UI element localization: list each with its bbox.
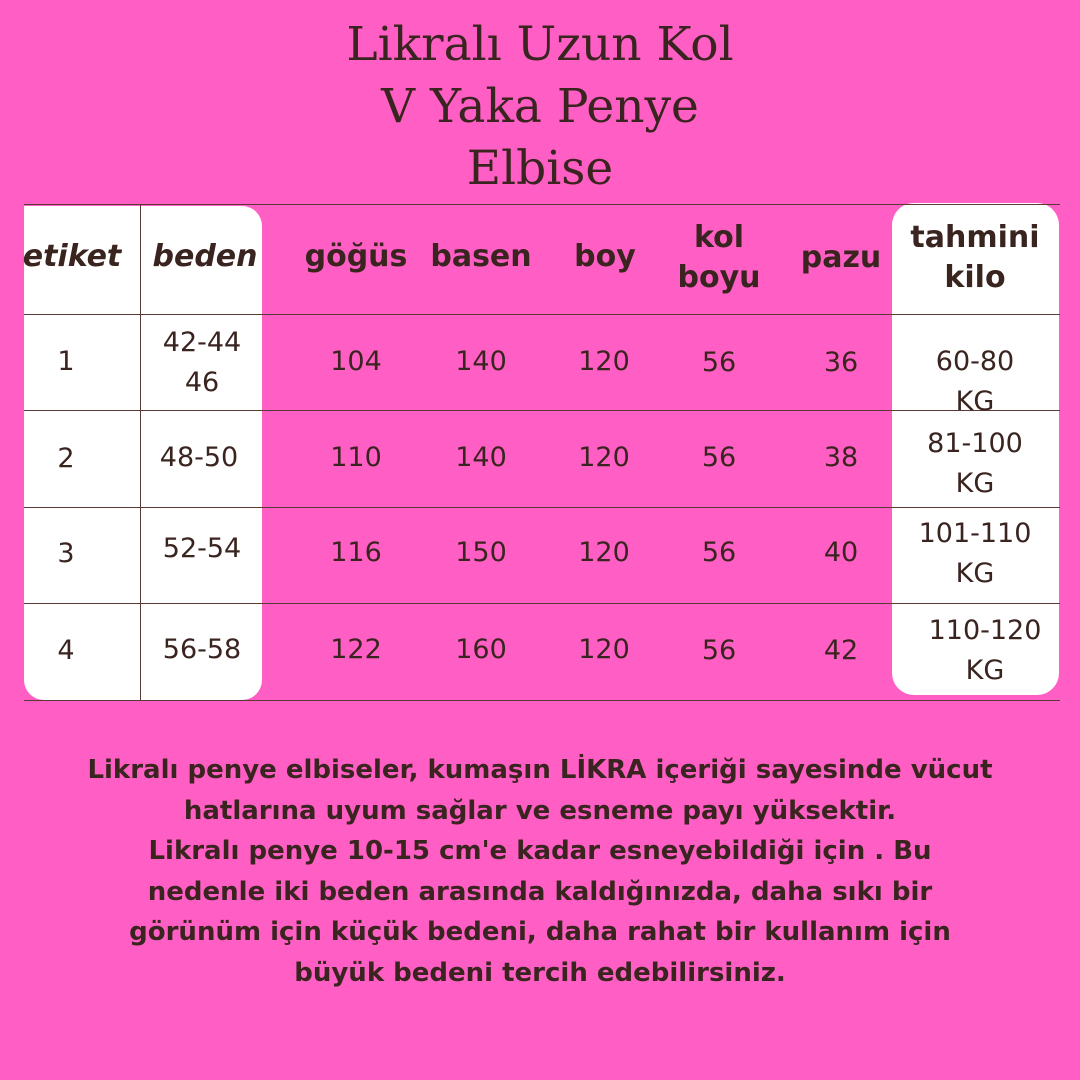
description-text xyxy=(0,750,1080,993)
header-kol-boyu-line: kol xyxy=(693,220,745,255)
header-gogus: göğüs xyxy=(304,239,408,274)
header-tahmini-kilo xyxy=(900,218,1050,298)
cell-kilo-line: KG xyxy=(955,558,995,589)
cell-kilo-line: KG xyxy=(955,468,995,499)
cell-kilo-line: KG xyxy=(955,386,995,417)
table-line xyxy=(24,507,1060,508)
header-kol-boyu-line: boyu xyxy=(677,260,761,295)
cell-basen: 160 xyxy=(455,634,507,665)
cell-gogus: 116 xyxy=(330,537,382,568)
table-line xyxy=(24,204,1060,205)
cell-beden xyxy=(142,529,262,569)
cell-beden-line: 48-50 xyxy=(159,442,239,473)
cell-kilo xyxy=(900,424,1050,504)
header-beden: beden xyxy=(152,239,258,274)
title-line: V Yaka Penye xyxy=(381,79,699,134)
cell-beden xyxy=(142,323,262,403)
cell-pazu: 36 xyxy=(823,347,859,378)
cell-kilo xyxy=(900,514,1050,594)
cell-boy: 120 xyxy=(578,537,630,568)
title-line: Likralı Uzun Kol xyxy=(346,17,734,72)
description-line: görünüm için küçük bedeni, daha rahat bir kullanım için xyxy=(129,917,951,947)
header-etiket: etiket xyxy=(22,239,122,274)
cell-kol-boyu: 56 xyxy=(701,537,737,568)
cell-kilo-line: 60-80 xyxy=(935,346,1015,377)
cell-kilo-line: 110-120 xyxy=(928,615,1042,646)
cell-etiket: 2 xyxy=(57,443,75,474)
title-line: Elbise xyxy=(466,141,614,196)
table-line xyxy=(24,603,1060,604)
cell-pazu: 40 xyxy=(823,537,859,568)
cell-basen: 140 xyxy=(455,442,507,473)
cell-beden xyxy=(142,630,262,670)
cell-kilo-line: 101-110 xyxy=(918,518,1032,549)
cell-boy: 120 xyxy=(578,634,630,665)
page-title xyxy=(0,14,1080,200)
table-line xyxy=(24,314,1060,315)
table-line xyxy=(24,700,1060,701)
cell-pazu: 38 xyxy=(823,442,859,473)
header-kol-boyu xyxy=(664,218,774,298)
cell-kol-boyu: 56 xyxy=(701,347,737,378)
cell-boy: 120 xyxy=(578,442,630,473)
cell-kilo-line: KG xyxy=(965,655,1005,686)
cell-beden-line: 56-58 xyxy=(162,634,242,665)
description-line: Likralı penye elbiseler, kumaşın LİKRA içeriği sayesinde vücut xyxy=(87,755,993,785)
cell-etiket: 1 xyxy=(57,346,75,377)
cell-gogus: 122 xyxy=(330,634,382,665)
header-pazu: pazu xyxy=(800,240,882,275)
cell-kilo-line: 81-100 xyxy=(927,428,1023,459)
cell-basen: 140 xyxy=(455,346,507,377)
header-boy: boy xyxy=(574,239,636,274)
cell-gogus: 110 xyxy=(330,442,382,473)
description-line: büyük bedeni tercih edebilirsiniz. xyxy=(294,957,786,988)
description-line: hatlarına uyum sağlar ve esneme payı yüksektir. xyxy=(183,795,897,826)
cell-basen: 150 xyxy=(455,537,507,568)
cell-kol-boyu: 56 xyxy=(701,635,737,666)
cell-kol-boyu: 56 xyxy=(701,442,737,473)
cell-gogus: 104 xyxy=(330,346,382,377)
cell-beden-line: 42-44 xyxy=(162,327,242,358)
header-basen: basen xyxy=(430,239,532,274)
cell-beden-line: 46 xyxy=(184,367,220,398)
description-line: nedenle iki beden arasında kaldığınızda, daha sıkı bir xyxy=(147,876,933,907)
cell-beden xyxy=(139,438,259,478)
description-line: Likralı penye 10-15 cm'e kadar esneyebildiği için . Bu xyxy=(148,836,932,866)
cell-beden-line: 52-54 xyxy=(162,533,242,564)
cell-kilo xyxy=(900,342,1050,422)
cell-boy: 120 xyxy=(578,346,630,377)
cell-pazu: 42 xyxy=(823,635,859,666)
cell-etiket: 3 xyxy=(57,538,75,569)
cell-kilo xyxy=(910,611,1060,691)
header-tahmini-kilo-line: tahmini xyxy=(910,220,1040,255)
cell-etiket: 4 xyxy=(57,635,75,666)
header-tahmini-kilo-line: kilo xyxy=(944,260,1006,295)
